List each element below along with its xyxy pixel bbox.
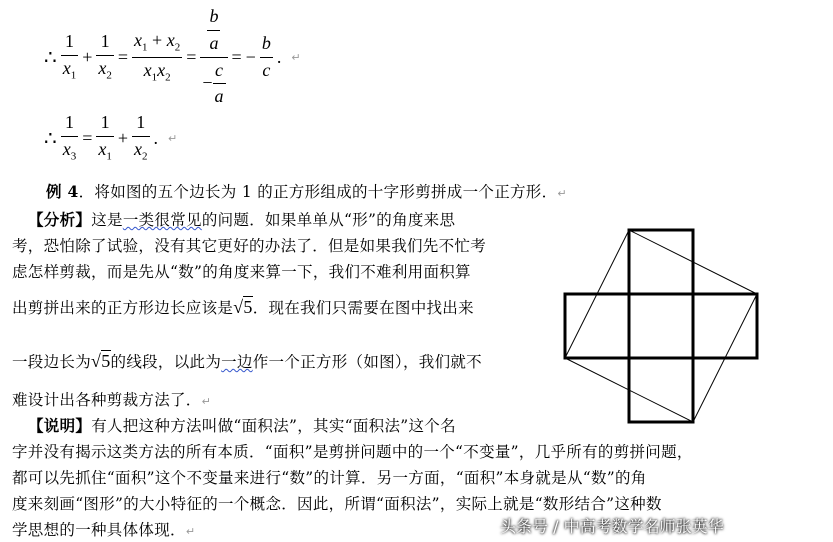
paragraph-mark: ↵	[168, 131, 178, 145]
compound-fraction: $\frac{b}{a}$ − $\frac{c}{a}$	[200, 7, 227, 107]
example-label: 例 4	[46, 182, 79, 201]
cross-outline	[565, 230, 757, 422]
fraction-1-over-x2: $\frac{1}{x_2}$	[98, 31, 112, 82]
explanation-line-5: 学思想的一种具体体现．↵	[12, 521, 196, 539]
explanation-line-2: 字并没有揭示这类方法的所有本质．“面积”是剪拼问题中的一个“不变量”，几乎所有的剪拼问题，	[12, 443, 693, 461]
plus-sign: +	[82, 46, 93, 67]
square-left	[565, 294, 629, 358]
formula-1: ∴ $\frac{1}{x_1}$ + $\frac{1}{x_2}$ = $\frac{x_1 + x_2}{x_1x_2}$ = $\frac{b}{a}$ − $\frac{c}{a}$ = − $\frac{b}{c}$ . ↵	[44, 5, 301, 107]
therefore-symbol: ∴	[44, 127, 57, 150]
explanation-line-3: 都可以先抓住“面积”这个不变量来进行“数”的计算．另一方面，“面积”本身就是从“数”的角	[12, 469, 647, 487]
fraction-1-over-x3: $\frac{1}{x_3}$	[62, 112, 77, 163]
square-top	[629, 230, 693, 294]
square-bottom	[629, 358, 693, 422]
fraction-b-over-c: $\frac{b}{c}$	[261, 32, 271, 80]
equals-sign-3: =	[231, 46, 242, 67]
example-4-line: 例 4．将如图的五个边长为 1 的正方形组成的十字形剪拼成一个正方形．↵	[46, 182, 567, 201]
analysis-line-5: 一段边长为√5的线段，以此为一边作一个正方形（如图），我们就不	[12, 351, 482, 371]
fraction-1-over-x1: $\frac{1}{x_1}$	[62, 31, 77, 82]
cross-square-figure	[555, 222, 770, 432]
explanation-label: 【说明】	[28, 416, 92, 435]
formula-2: ∴ $\frac{1}{x_3}$ = $\frac{1}{x_1}$ + $\frac{1}{x_2}$ . ↵	[44, 112, 178, 163]
tilted-square	[565, 230, 757, 422]
watermark: 头条号 / 中高考数学名师张英华	[500, 517, 724, 536]
square-center	[629, 294, 693, 358]
square-right	[693, 294, 757, 358]
explanation-line-1: 【说明】有人把这种方法叫做“面积法”，其实“面积法”这个名	[28, 416, 456, 435]
paragraph-mark: ↵	[291, 50, 301, 64]
fraction-sum-over-product: $\frac{x_1 + x_2}{x_1x_2}$	[134, 29, 181, 84]
fraction-1-over-x1: $\frac{1}{x_1}$	[98, 112, 112, 163]
fraction-1-over-x2: $\frac{1}{x_2}$	[134, 112, 148, 163]
analysis-line-2: 考，恐怕除了试验，没有其它更好的办法了．但是如果我们先不忙考	[12, 237, 487, 255]
explanation-line-4: 度来刻画“图形”的大小特征的一个概念．因此，所谓“面积法”，实际上就是“数形结合”这种数	[12, 495, 662, 513]
analysis-line-6: 难设计出各种剪裁方法了．↵	[12, 391, 212, 409]
minus-sign: −	[245, 46, 256, 67]
sqrt-5: √5	[233, 297, 253, 317]
analysis-line-3: 虑怎样剪裁，而是先从“数”的角度来算一下，我们不难利用面积算	[12, 263, 471, 281]
analysis-line-1: 【分析】这是一类很常见的问题．如果单单从“形”的角度来思	[28, 210, 456, 229]
equals-sign: =	[117, 46, 129, 67]
equals-sign-2: =	[186, 46, 197, 67]
therefore-symbol: ∴	[44, 46, 57, 69]
sqrt-5: √5	[91, 351, 111, 371]
analysis-label: 【分析】	[28, 210, 92, 229]
analysis-line-4: 出剪拼出来的正方形边长应该是√5．现在我们只需要在图中找出来	[12, 297, 474, 317]
